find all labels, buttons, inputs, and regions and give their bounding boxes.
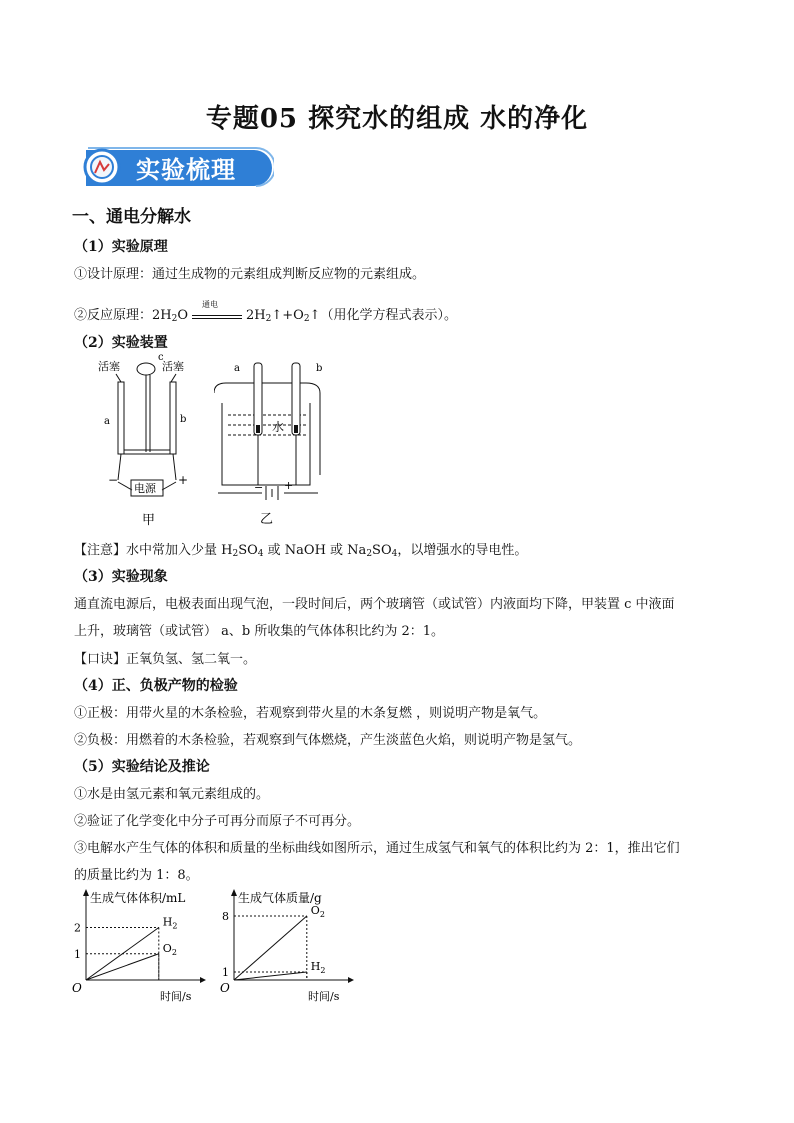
subheading-phenomenon: （3）实验现象 <box>74 569 168 585</box>
svg-text:−: − <box>254 481 264 494</box>
mnemonic: 【口诀】正氧负氢、氢二氧一。 <box>74 652 257 667</box>
page-title: 专题05 探究水的组成 水的净化 <box>205 104 589 134</box>
y-axis-label: 生成气体质量/g <box>238 891 322 905</box>
conclusion-3b: 的质量比约为 1：8。 <box>74 868 199 883</box>
series-label: $O_2$ <box>310 904 325 919</box>
apparatus-jia <box>96 352 196 530</box>
x-axis-label: 时间/s <box>308 990 340 1003</box>
section-heading: 一、通电分解水 <box>72 207 191 227</box>
series-label: $H_2$ <box>162 915 178 931</box>
conclusion-1: ①水是由氢元素和氧元素组成的。 <box>74 787 270 802</box>
subheading-conclusion: （5）实验结论及推论 <box>74 759 210 775</box>
origin-label: O <box>220 981 230 995</box>
series-label: $O_2$ <box>162 941 177 957</box>
y-axis-label: 生成气体体积/mL <box>90 891 186 905</box>
y-axis-arrow <box>83 889 89 896</box>
svg-text:乙: 乙 <box>260 512 274 527</box>
svg-text:c: c <box>158 352 164 363</box>
svg-text:b: b <box>180 414 187 425</box>
conclusion-3a: ③电解水产生气体的体积和质量的坐标曲线如图所示，通过生成氢气和氧气的体积比约为 2：1，推出它们 <box>74 841 680 856</box>
svg-text:电源: 电源 <box>134 482 156 495</box>
series-label: $H_2$ <box>310 960 326 975</box>
y-tick-label: 1 <box>74 947 81 961</box>
svg-text:+: + <box>284 479 294 492</box>
svg-text:甲: 甲 <box>142 513 156 528</box>
design-principle: ①设计原理：通过生成物的元素组成判断反应物的元素组成。 <box>74 267 426 282</box>
svg-text:+: + <box>178 473 189 487</box>
phenomenon-line-2: 上升，玻璃管（或试管） a、b 所收集的气体体积比约为 2：1。 <box>74 624 445 639</box>
volume-chart <box>68 884 238 1004</box>
series-line <box>234 916 307 980</box>
svg-text:a: a <box>234 363 240 374</box>
phenomenon-line-1: 通直流电源后，电极表面出现气泡，一段时间后，两个玻璃管（或试管）内液面均下降，甲装置 c 中液面 <box>74 597 675 612</box>
reaction-equation: ②反应原理：$2H_2O$ 通电 $2H_2↑+O_2↑$（用化学方程式表示）。 <box>74 300 457 324</box>
positive-test: ①正极：用带火星的木条检验，若观察到带火星的木条复燃 ，则说明产物是氧气。 <box>74 706 547 721</box>
negative-test: ②负极：用燃着的木条检验，若观察到气体燃烧，产生淡蓝色火焰，则说明产物是氢气。 <box>74 733 582 748</box>
svg-text:活塞: 活塞 <box>98 360 120 373</box>
y-tick-label: 8 <box>222 910 229 923</box>
subheading-test: （4）正、负极产物的检验 <box>74 678 238 694</box>
apparatus-yi <box>214 355 324 527</box>
mass-chart <box>216 884 386 1004</box>
svg-text:水: 水 <box>272 420 285 434</box>
y-axis-arrow <box>231 889 237 896</box>
banner-label: 实验梳理 <box>136 156 236 184</box>
x-axis-arrow <box>348 977 354 983</box>
svg-text:活塞: 活塞 <box>162 360 184 373</box>
subheading-apparatus: （2）实验装置 <box>74 335 168 351</box>
svg-text:−: − <box>108 473 119 487</box>
svg-text:a: a <box>104 416 110 427</box>
y-tick-label: 1 <box>222 966 229 979</box>
conclusion-2: ②验证了化学变化中分子可再分而原子不可再分。 <box>74 814 361 829</box>
svg-text:b: b <box>316 363 323 374</box>
reaction-condition: 通电 <box>202 300 219 309</box>
x-axis-label: 时间/s <box>160 990 192 1003</box>
series-line <box>234 972 307 980</box>
origin-label: O <box>72 981 82 995</box>
subheading-principle: （1）实验原理 <box>74 239 168 255</box>
note: 【注意】水中常加入少量 $H_2SO_4$ 或 NaOH 或 $Na_2SO_4$，以增强水的导电性。 <box>74 543 528 559</box>
y-tick-label: 2 <box>74 921 81 935</box>
series-line <box>86 954 159 980</box>
x-axis-arrow <box>200 977 206 983</box>
